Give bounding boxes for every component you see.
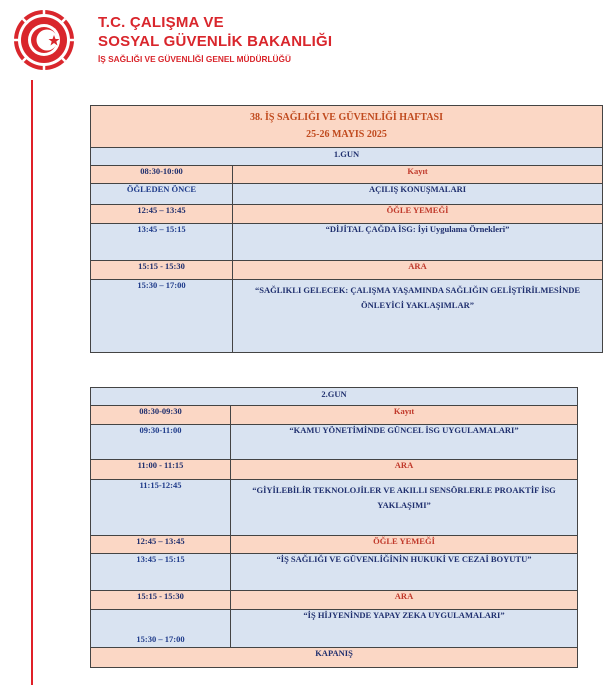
event-cell: Kayıt: [233, 166, 603, 184]
event-cell: AÇILIŞ KONUŞMALARI: [233, 184, 603, 205]
event-cell: ARA: [231, 460, 578, 480]
event-dates: 25-26 MAYIS 2025: [306, 129, 387, 140]
table-row: [91, 166, 603, 184]
event-cell: “KAMU YÖNETİMİNDE GÜNCEL İSG UYGULAMALARI”: [231, 425, 578, 460]
table-row: [91, 425, 578, 460]
time-cell: 12:45 – 13:45: [91, 205, 233, 224]
time-cell: 15:15 - 15:30: [91, 591, 231, 610]
event-title-cell: [91, 106, 603, 148]
time-cell: 09:30-11:00: [91, 425, 231, 460]
day2-label: 2.GUN: [91, 388, 578, 406]
event-cell: Kayıt: [231, 406, 578, 425]
time-cell: 13:45 – 15:15: [91, 224, 233, 261]
org-department: İŞ SAĞLIĞI VE GÜVENLİĞİ GENEL MÜDÜRLÜĞÜ: [98, 54, 291, 64]
event-cell: ARA: [231, 591, 578, 610]
table-row: [91, 406, 578, 425]
event-cell: “DİJİTAL ÇAĞDA İSG: İyi Uygulama Örnekleri”: [233, 224, 603, 261]
table-row: [91, 554, 578, 591]
event-title: 38. İŞ SAĞLIĞI VE GÜVENLİĞİ HAFTASI: [250, 112, 444, 123]
day1-label: 1.GUN: [91, 148, 603, 166]
event-cell: “İŞ HİJYENİNDE YAPAY ZEKA UYGULAMALARI”: [231, 610, 578, 648]
time-cell: 11:00 - 11:15: [91, 460, 231, 480]
table-row: [91, 460, 578, 480]
table-row: [91, 536, 578, 554]
table-row: [91, 205, 603, 224]
time-cell: 15:30 – 17:00: [91, 280, 233, 353]
table-row: [91, 280, 603, 353]
event-cell: ARA: [233, 261, 603, 280]
time-cell: 12:45 – 13:45: [91, 536, 231, 554]
day1-schedule-table: [90, 105, 603, 353]
event-cell: “GİYİLEBİLİR TEKNOLOJİLER VE AKILLI SENSÖRLERLE PROAKTİF İSG YAKLAŞIMI”: [231, 480, 578, 536]
table-row: [91, 591, 578, 610]
day2-schedule-table: [90, 387, 578, 668]
event-cell: ÖĞLE YEMEĞİ: [231, 536, 578, 554]
event-cell: “İŞ SAĞLIĞI VE GÜVENLİĞİNİN HUKUKİ VE CEZAİ BOYUTU”: [231, 554, 578, 591]
table-row: [91, 480, 578, 536]
time-cell: 15:30 – 17:00: [91, 610, 231, 648]
table-row: [91, 184, 603, 205]
ministry-seal-icon: [12, 8, 76, 72]
org-name-line2: SOSYAL GÜVENLİK BAKANLIĞI: [98, 33, 333, 50]
closing-cell: KAPANIŞ: [91, 648, 578, 668]
time-cell: 08:30-10:00: [91, 166, 233, 184]
org-name-line1: T.C. ÇALIŞMA VE: [98, 14, 224, 31]
table-row: [91, 224, 603, 261]
time-cell: ÖĞLEDEN ÖNCE: [91, 184, 233, 205]
margin-rule: [31, 80, 33, 685]
time-cell: 11:15-12:45: [91, 480, 231, 536]
event-cell: “SAĞLIKLI GELECEK: ÇALIŞMA YAŞAMINDA SAĞLIĞIN GELİŞTİRİLMESİNDE ÖNLEYİCİ YAKLAŞIMLAR”: [233, 280, 603, 353]
table-row: [91, 610, 578, 648]
time-cell: 08:30-09:30: [91, 406, 231, 425]
time-cell: 13:45 – 15:15: [91, 554, 231, 591]
event-cell: ÖĞLE YEMEĞİ: [233, 205, 603, 224]
page-header: [0, 0, 614, 80]
table-row: [91, 261, 603, 280]
time-cell: 15:15 - 15:30: [91, 261, 233, 280]
